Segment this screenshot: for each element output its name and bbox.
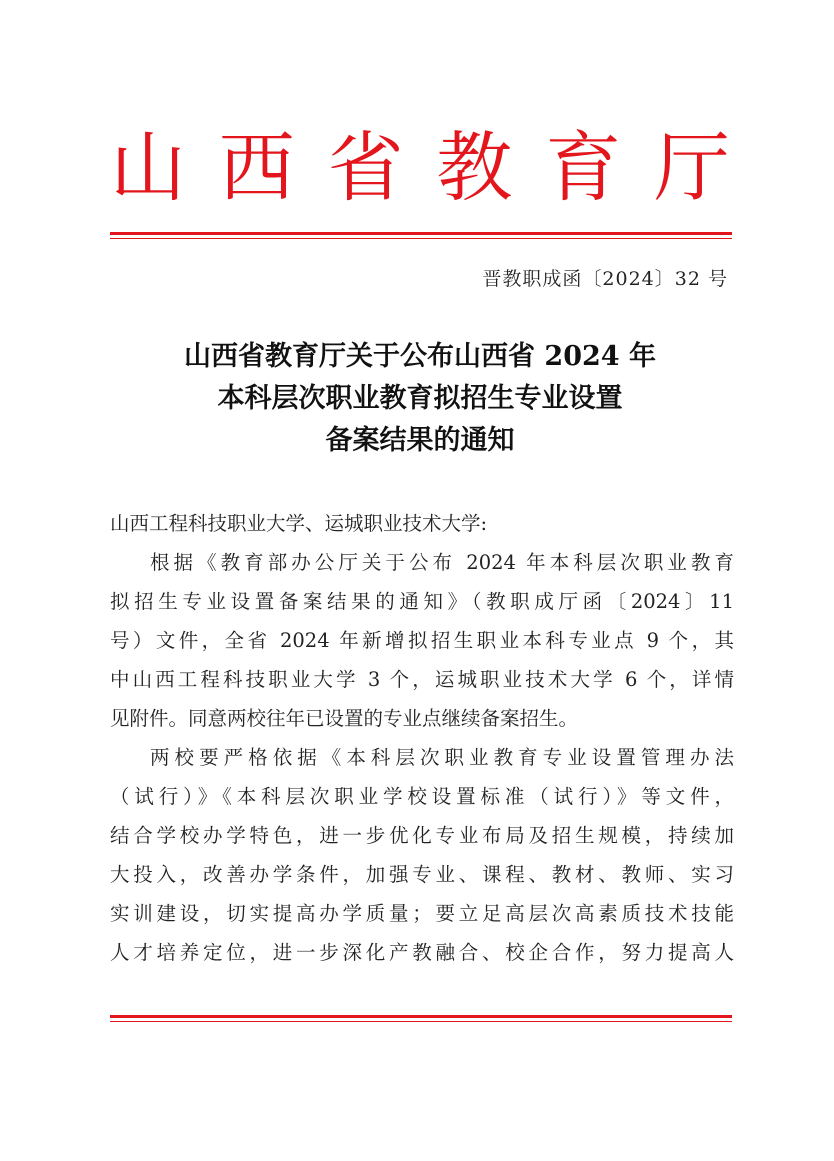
footer-red-divider	[110, 1015, 732, 1023]
masthead-char: 厅	[653, 123, 730, 212]
masthead-org-name	[110, 123, 730, 212]
masthead-char: 育	[545, 123, 622, 212]
paragraph-line: 两校要严格依据《本科层次职业教育专业设置管理办法	[150, 746, 734, 769]
masthead-char: 山	[110, 123, 186, 212]
paragraph-line: 号）文件，全省 2024 年新增拟招生职业本科专业点 9 个，其	[110, 629, 734, 652]
divider-thick-line	[110, 1015, 732, 1018]
paragraph-line: 人才培养定位，进一步深化产教融合、校企合作，努力提高人	[110, 941, 734, 964]
paragraph-line: 中山西工程科技职业大学 3 个，运城职业技术大学 6 个，详情	[110, 668, 734, 691]
divider-thin-line	[110, 1021, 732, 1022]
paragraph-line: 大投入，改善办学条件，加强专业、课程、教材、教师、实习	[110, 863, 734, 886]
masthead-char: 西	[218, 123, 295, 212]
paragraph-line: 实训建设，切实提高办学质量；要立足高层次高素质技术技能	[110, 902, 734, 925]
body-paragraph-1	[110, 543, 734, 738]
document-number: 晋教职成函〔2024〕32 号	[482, 268, 728, 290]
title-line-3: 备案结果的通知	[325, 425, 515, 456]
title-line-1: 山西省教育厅关于公布山西省 2024 年	[184, 341, 656, 372]
masthead-char: 教	[436, 123, 513, 212]
header-red-divider	[110, 232, 732, 240]
document-title	[110, 336, 730, 462]
paragraph-line: 结合学校办学特色，进一步优化专业布局及招生规模，持续加	[110, 824, 734, 847]
masthead-char: 省	[327, 123, 404, 212]
divider-thick-line	[110, 232, 732, 235]
paragraph-line: 拟招生专业设置备案结果的通知》（教职成厅函〔2024〕11	[110, 590, 734, 613]
body-paragraph-2	[110, 738, 734, 972]
title-line-2: 本科层次职业教育拟招生专业设置	[217, 383, 623, 414]
paragraph-line: （试行）》《本科层次职业学校设置标准（试行）》等文件，	[110, 785, 734, 808]
recipient-line: 山西工程科技职业大学、运城职业技术大学:	[110, 512, 488, 535]
divider-thin-line	[110, 238, 732, 239]
paragraph-line: 见附件。同意两校往年已设置的专业点继续备案招生。	[110, 707, 579, 730]
paragraph-line: 根据《教育部办公厅关于公布 2024 年本科层次职业教育	[150, 551, 734, 574]
